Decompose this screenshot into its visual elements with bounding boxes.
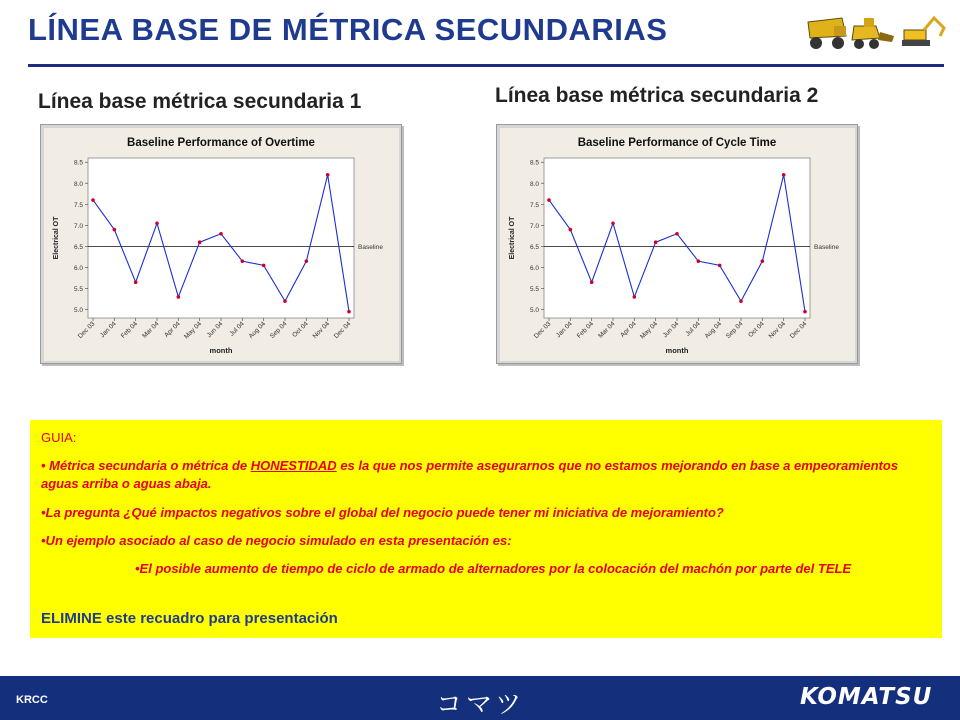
slide-title: LÍNEA BASE DE MÉTRICA SECUNDARIAS bbox=[28, 12, 668, 47]
x-tick-label: Jun 04 bbox=[661, 320, 681, 340]
guide-title: GUIA: bbox=[41, 430, 77, 445]
guide-bullet-honesty bbox=[41, 457, 928, 493]
baseline-label: Baseline bbox=[814, 243, 839, 251]
data-point bbox=[590, 280, 594, 284]
y-tick-label: 7.5 bbox=[529, 201, 539, 209]
guide-bullet-honesty-suffix: es la que nos permite asegurarnos que no estamos mejorando en base a empeoramientos aguas arriba o aguas abaja. bbox=[41, 458, 899, 491]
wheel-loader-icon bbox=[852, 18, 894, 49]
x-tick-label: Dec 04 bbox=[332, 320, 353, 340]
plot-area bbox=[544, 158, 810, 318]
honesty-term: HONESTIDAD bbox=[250, 458, 337, 473]
komatsu-logo: KOMATSU bbox=[800, 684, 933, 710]
x-tick-label: Dec 03 bbox=[76, 320, 97, 340]
y-tick-label: 8.0 bbox=[529, 180, 539, 188]
x-tick-label: Sep 04 bbox=[724, 320, 745, 340]
data-point bbox=[326, 173, 330, 177]
data-point bbox=[155, 221, 159, 225]
y-tick-label: 7.0 bbox=[529, 222, 539, 230]
excavator-icon bbox=[902, 18, 944, 46]
data-point bbox=[113, 228, 117, 232]
y-tick-label: 7.0 bbox=[73, 222, 83, 230]
data-point bbox=[177, 295, 181, 299]
data-point bbox=[569, 228, 573, 232]
chart-title: Baseline Performance of Overtime bbox=[127, 137, 315, 149]
x-tick-label: Apr 04 bbox=[619, 320, 638, 339]
y-tick-label: 6.5 bbox=[73, 243, 83, 251]
y-tick-label: 8.5 bbox=[73, 159, 83, 167]
x-tick-label: Sep 04 bbox=[268, 320, 289, 340]
y-tick-label: 6.0 bbox=[73, 264, 83, 272]
right-chart-heading: Línea base métrica secundaria 2 bbox=[495, 84, 819, 107]
x-tick-label: Oct 04 bbox=[747, 320, 766, 339]
x-tick-label: Aug 04 bbox=[247, 320, 268, 340]
overtime-chart bbox=[40, 124, 402, 364]
x-tick-label: Apr 04 bbox=[163, 320, 182, 339]
x-tick-label: Dec 03 bbox=[532, 320, 553, 340]
data-point bbox=[91, 198, 95, 202]
x-tick-label: Aug 04 bbox=[703, 320, 724, 340]
x-tick-label: Mar 04 bbox=[597, 320, 617, 340]
data-point bbox=[633, 295, 637, 299]
y-tick-label: 5.0 bbox=[529, 307, 539, 315]
guide-bullet-honesty-prefix: • Métrica secundaria o métrica de bbox=[41, 458, 251, 473]
guide-sub-bullet: •El posible aumento de tiempo de ciclo de armado de alternadores por la colocación del machón por parte del TELE bbox=[135, 561, 852, 576]
data-point bbox=[219, 232, 223, 236]
x-axis-label: month bbox=[665, 346, 689, 355]
footer-label: KRCC bbox=[16, 694, 48, 706]
data-point bbox=[305, 259, 309, 263]
title-divider bbox=[28, 64, 944, 67]
data-point bbox=[697, 259, 701, 263]
data-point bbox=[241, 259, 245, 263]
x-tick-label: Feb 04 bbox=[119, 320, 140, 340]
y-tick-label: 6.0 bbox=[529, 264, 539, 272]
left-chart-heading: Línea base métrica secundaria 1 bbox=[38, 90, 362, 113]
x-tick-label: Jul 04 bbox=[228, 320, 246, 338]
x-tick-label: Dec 04 bbox=[788, 320, 809, 340]
data-point bbox=[675, 232, 679, 236]
guide-bullet-example: •Un ejemplo asociado al caso de negocio simulado en esta presentación es: bbox=[41, 533, 512, 548]
y-tick-label: 5.0 bbox=[73, 307, 83, 315]
x-tick-label: Jun 04 bbox=[205, 320, 225, 340]
guide-closing bbox=[41, 610, 928, 628]
y-axis-label: Electrical OT bbox=[509, 216, 516, 260]
data-point bbox=[611, 221, 615, 225]
y-tick-label: 7.5 bbox=[73, 201, 83, 209]
chart-title: Baseline Performance of Cycle Time bbox=[577, 137, 777, 149]
x-tick-label: Nov 04 bbox=[311, 320, 332, 340]
y-tick-label: 6.5 bbox=[529, 243, 539, 251]
x-tick-label: Nov 04 bbox=[767, 320, 788, 340]
y-tick-label: 8.5 bbox=[529, 159, 539, 167]
y-tick-label: 5.5 bbox=[73, 286, 83, 294]
y-tick-label: 5.5 bbox=[529, 286, 539, 294]
baseline-label: Baseline bbox=[358, 243, 383, 251]
data-point bbox=[198, 240, 202, 244]
x-tick-label: Jul 04 bbox=[684, 320, 702, 338]
data-point bbox=[718, 264, 722, 268]
x-tick-label: Jan 04 bbox=[554, 320, 574, 340]
data-point bbox=[262, 264, 266, 268]
guide-closing-rest: este recuadro para presentación bbox=[101, 610, 338, 627]
footer-kana: コマツ bbox=[436, 690, 526, 720]
x-tick-label: Jan 04 bbox=[98, 320, 118, 340]
cycle-time-chart bbox=[496, 124, 858, 364]
x-tick-label: Oct 04 bbox=[291, 320, 310, 339]
x-tick-label: May 04 bbox=[639, 320, 660, 341]
guide-closing-bold: ELIMINE bbox=[41, 610, 102, 627]
data-point bbox=[283, 299, 287, 303]
data-point bbox=[547, 198, 551, 202]
x-tick-label: May 04 bbox=[183, 320, 204, 341]
data-point bbox=[654, 240, 658, 244]
y-tick-label: 8.0 bbox=[73, 180, 83, 188]
data-point bbox=[739, 299, 743, 303]
y-axis-label: Electrical OT bbox=[53, 216, 60, 260]
machines-graphic bbox=[806, 12, 946, 52]
data-point bbox=[134, 280, 138, 284]
data-point bbox=[761, 259, 765, 263]
x-tick-label: Feb 04 bbox=[575, 320, 596, 340]
guide-box bbox=[30, 420, 942, 638]
x-axis-label: month bbox=[209, 346, 233, 355]
data-point bbox=[347, 310, 351, 314]
guide-bullet-question: •La pregunta ¿Qué impactos negativos sobre el global del negocio puede tener mi iniciativa de mejoramiento? bbox=[41, 505, 724, 520]
dump-truck-icon bbox=[808, 18, 846, 49]
data-point bbox=[803, 310, 807, 314]
overtime-chart-svg bbox=[44, 128, 399, 361]
plot-area bbox=[88, 158, 354, 318]
x-tick-label: Mar 04 bbox=[141, 320, 161, 340]
cycle-time-chart-svg bbox=[500, 128, 855, 361]
data-point bbox=[782, 173, 786, 177]
footer-bar bbox=[0, 676, 960, 720]
